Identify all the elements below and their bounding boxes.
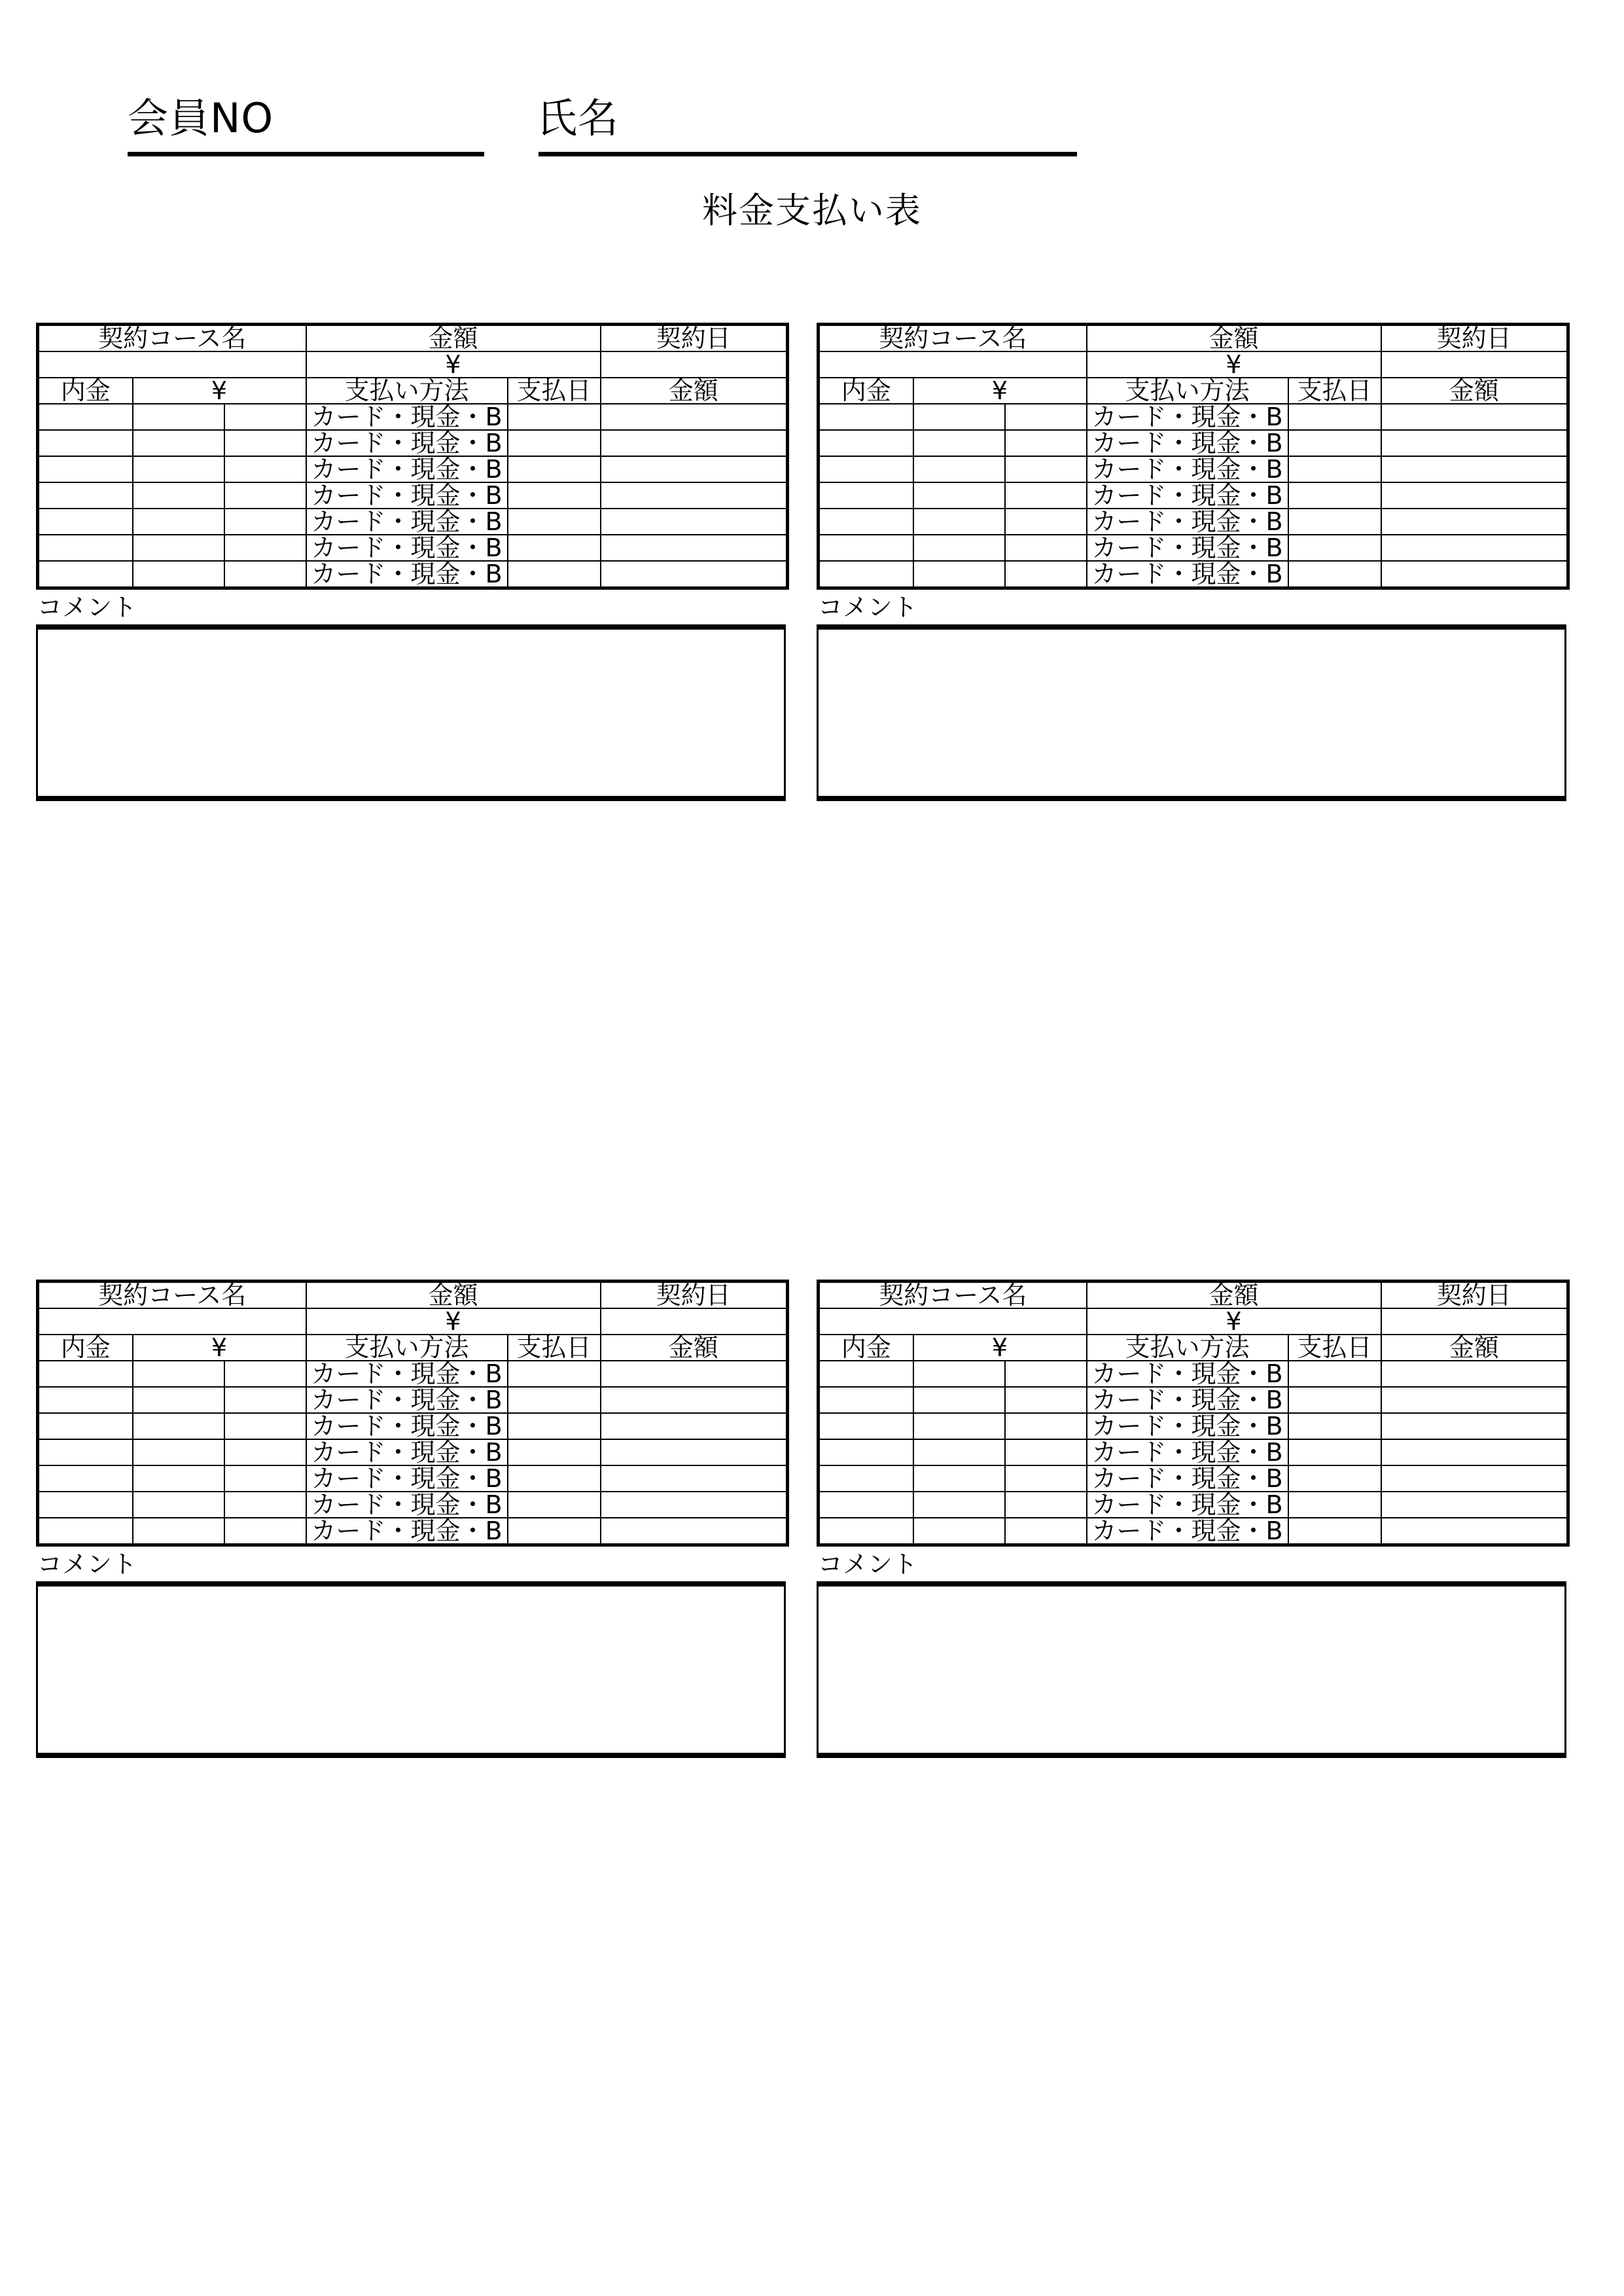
member-no-field bbox=[128, 94, 274, 142]
input-pay-col3[interactable] bbox=[224, 430, 306, 456]
payment-method-options[interactable]: カード・現金・B bbox=[306, 1387, 508, 1413]
input-course-name[interactable] bbox=[38, 1308, 306, 1335]
input-pay-col3[interactable] bbox=[224, 561, 306, 588]
input-contract-amount[interactable]: ¥ bbox=[306, 351, 601, 378]
input-pay-col3[interactable] bbox=[224, 509, 306, 535]
header-row-amount: 金額 bbox=[1381, 378, 1568, 404]
input-pay-col3[interactable] bbox=[1005, 1465, 1087, 1492]
input-pay-col2[interactable] bbox=[133, 561, 224, 588]
payment-method-options[interactable]: カード・現金・B bbox=[306, 1361, 508, 1387]
header-payment-method: 支払い方法 bbox=[306, 1335, 508, 1361]
input-payment-amount[interactable] bbox=[601, 1413, 788, 1439]
input-payment-amount[interactable] bbox=[1381, 561, 1568, 588]
input-payment-date[interactable] bbox=[1288, 509, 1381, 535]
comment-box[interactable] bbox=[36, 1581, 786, 1758]
header-payment-method: 支払い方法 bbox=[1087, 1335, 1288, 1361]
input-payment-amount[interactable] bbox=[601, 456, 788, 482]
input-pay-col3[interactable] bbox=[224, 1465, 306, 1492]
input-pay-col3[interactable] bbox=[224, 1518, 306, 1545]
input-pay-col3[interactable] bbox=[1005, 1361, 1087, 1387]
subheader-row bbox=[38, 1335, 788, 1361]
input-payment-date[interactable] bbox=[1288, 1387, 1381, 1413]
input-payment-amount[interactable] bbox=[601, 404, 788, 430]
input-pay-col3[interactable] bbox=[1005, 509, 1087, 535]
payment-block-3 bbox=[36, 1280, 786, 1758]
input-payment-amount[interactable] bbox=[601, 1439, 788, 1465]
input-pay-col1[interactable] bbox=[38, 1413, 133, 1439]
input-pay-col3[interactable] bbox=[1005, 404, 1087, 430]
table-row bbox=[38, 1413, 788, 1439]
input-payment-date[interactable] bbox=[508, 1361, 601, 1387]
header-payment-date: 支払日 bbox=[508, 378, 601, 404]
comment-box[interactable] bbox=[36, 624, 786, 801]
input-payment-date[interactable] bbox=[508, 430, 601, 456]
input-payment-date[interactable] bbox=[508, 1413, 601, 1439]
input-payment-date[interactable] bbox=[508, 1387, 601, 1413]
input-payment-date[interactable] bbox=[1288, 561, 1381, 588]
input-payment-date[interactable] bbox=[508, 1465, 601, 1492]
input-pay-col2[interactable] bbox=[913, 456, 1005, 482]
input-course-name[interactable] bbox=[38, 351, 306, 378]
input-pay-col1[interactable] bbox=[819, 509, 913, 535]
table-row bbox=[38, 456, 788, 482]
input-pay-col2[interactable] bbox=[913, 1413, 1005, 1439]
input-pay-col1[interactable] bbox=[819, 1439, 913, 1465]
input-payment-date[interactable] bbox=[1288, 1492, 1381, 1518]
input-contract-amount[interactable]: ¥ bbox=[1087, 1308, 1381, 1335]
payment-block-4 bbox=[817, 1280, 1566, 1758]
input-pay-col3[interactable] bbox=[1005, 1413, 1087, 1439]
input-payment-date[interactable] bbox=[508, 1439, 601, 1465]
input-course-name[interactable] bbox=[819, 351, 1087, 378]
payment-method-options[interactable]: カード・現金・B bbox=[1087, 1492, 1288, 1518]
header-amount: 金額 bbox=[1087, 1282, 1381, 1309]
table-row bbox=[38, 535, 788, 561]
input-payment-date[interactable] bbox=[1288, 430, 1381, 456]
table-row bbox=[819, 430, 1568, 456]
input-pay-col1[interactable] bbox=[819, 561, 913, 588]
payment-method-options[interactable]: カード・現金・B bbox=[1087, 1518, 1288, 1545]
table-row bbox=[38, 430, 788, 456]
payment-method-options[interactable]: カード・現金・B bbox=[306, 1439, 508, 1465]
input-pay-col3[interactable] bbox=[224, 456, 306, 482]
input-pay-col2[interactable] bbox=[133, 430, 224, 456]
input-pay-col1[interactable] bbox=[819, 482, 913, 509]
input-payment-amount[interactable] bbox=[1381, 1518, 1568, 1545]
table-header-row bbox=[819, 325, 1568, 352]
input-pay-col3[interactable] bbox=[224, 1413, 306, 1439]
name-label: 氏名 bbox=[537, 94, 620, 142]
input-pay-col3[interactable] bbox=[1005, 561, 1087, 588]
table-row bbox=[819, 1465, 1568, 1492]
comment-label: コメント bbox=[37, 593, 137, 622]
input-pay-col2[interactable] bbox=[133, 1413, 224, 1439]
table-row bbox=[38, 561, 788, 588]
input-payment-date[interactable] bbox=[1288, 1518, 1381, 1545]
subheader-row bbox=[819, 1335, 1568, 1361]
payment-method-options[interactable]: カード・現金・B bbox=[1087, 1439, 1288, 1465]
input-payment-amount[interactable] bbox=[601, 1492, 788, 1518]
input-pay-col3[interactable] bbox=[224, 404, 306, 430]
input-payment-date[interactable] bbox=[1288, 1361, 1381, 1387]
input-pay-col2[interactable] bbox=[133, 1492, 224, 1518]
input-contract-amount[interactable]: ¥ bbox=[306, 1308, 601, 1335]
input-payment-amount[interactable] bbox=[1381, 1465, 1568, 1492]
input-payment-date[interactable] bbox=[1288, 1439, 1381, 1465]
input-pay-col2[interactable] bbox=[913, 1387, 1005, 1413]
table-row bbox=[819, 1518, 1568, 1545]
payment-method-options[interactable]: カード・現金・B bbox=[306, 404, 508, 430]
input-payment-amount[interactable] bbox=[601, 1387, 788, 1413]
table-row bbox=[819, 1361, 1568, 1387]
input-payment-date[interactable] bbox=[508, 535, 601, 561]
input-contract-date[interactable] bbox=[1381, 351, 1568, 378]
input-pay-col3[interactable] bbox=[1005, 482, 1087, 509]
payment-method-options[interactable]: カード・現金・B bbox=[306, 1518, 508, 1545]
input-payment-amount[interactable] bbox=[1381, 1439, 1568, 1465]
header-row-amount: 金額 bbox=[601, 378, 788, 404]
input-pay-col1[interactable] bbox=[38, 1387, 133, 1413]
header-payment-method: 支払い方法 bbox=[306, 378, 508, 404]
input-pay-col3[interactable] bbox=[224, 1361, 306, 1387]
table-row bbox=[819, 535, 1568, 561]
input-pay-col1[interactable] bbox=[38, 509, 133, 535]
payment-table bbox=[817, 1280, 1570, 1547]
input-pay-col3[interactable] bbox=[224, 1387, 306, 1413]
input-payment-amount[interactable] bbox=[1381, 1361, 1568, 1387]
input-pay-col2[interactable] bbox=[913, 404, 1005, 430]
header-payment-date: 支払日 bbox=[1288, 1335, 1381, 1361]
input-pay-col1[interactable] bbox=[819, 404, 913, 430]
input-pay-col1[interactable] bbox=[819, 1465, 913, 1492]
payment-method-options[interactable]: カード・現金・B bbox=[306, 456, 508, 482]
header-payment-date: 支払日 bbox=[508, 1335, 601, 1361]
input-payment-amount[interactable] bbox=[1381, 404, 1568, 430]
input-pay-col2[interactable] bbox=[133, 456, 224, 482]
input-payment-date[interactable] bbox=[508, 456, 601, 482]
input-pay-col2[interactable] bbox=[133, 482, 224, 509]
input-payment-date[interactable] bbox=[508, 1492, 601, 1518]
comment-label: コメント bbox=[818, 593, 918, 622]
payment-method-options[interactable]: カード・現金・B bbox=[1087, 1387, 1288, 1413]
input-payment-amount[interactable] bbox=[1381, 1387, 1568, 1413]
input-payment-date[interactable] bbox=[508, 404, 601, 430]
payment-method-options[interactable]: カード・現金・B bbox=[1087, 1465, 1288, 1492]
input-payment-amount[interactable] bbox=[1381, 1413, 1568, 1439]
payment-method-options[interactable]: カード・現金・B bbox=[306, 430, 508, 456]
input-pay-col1[interactable] bbox=[38, 561, 133, 588]
input-payment-amount[interactable] bbox=[1381, 535, 1568, 561]
table-row bbox=[819, 456, 1568, 482]
payment-block-2 bbox=[817, 323, 1566, 801]
contract-entry-row bbox=[38, 351, 788, 378]
input-pay-col1[interactable] bbox=[38, 1361, 133, 1387]
input-payment-amount[interactable] bbox=[601, 509, 788, 535]
header-deposit: 内金 bbox=[819, 1335, 913, 1361]
input-pay-col1[interactable] bbox=[38, 1518, 133, 1545]
input-pay-col1[interactable] bbox=[38, 456, 133, 482]
input-payment-date[interactable] bbox=[1288, 1465, 1381, 1492]
input-payment-amount[interactable] bbox=[601, 1465, 788, 1492]
input-pay-col2[interactable] bbox=[913, 535, 1005, 561]
payment-method-options[interactable]: カード・現金・B bbox=[306, 561, 508, 588]
payment-method-options[interactable]: カード・現金・B bbox=[1087, 535, 1288, 561]
input-payment-date[interactable] bbox=[1288, 482, 1381, 509]
table-row bbox=[38, 509, 788, 535]
input-pay-col3[interactable] bbox=[1005, 1492, 1087, 1518]
input-pay-col3[interactable] bbox=[224, 1439, 306, 1465]
input-payment-amount[interactable] bbox=[601, 1361, 788, 1387]
payment-table bbox=[817, 323, 1570, 590]
input-pay-col1[interactable] bbox=[819, 1492, 913, 1518]
input-pay-col2[interactable] bbox=[913, 509, 1005, 535]
header-row-amount: 金額 bbox=[1381, 1335, 1568, 1361]
payment-method-options[interactable]: カード・現金・B bbox=[306, 1465, 508, 1492]
table-row bbox=[38, 1439, 788, 1465]
input-pay-col2[interactable] bbox=[133, 1387, 224, 1413]
input-payment-date[interactable] bbox=[1288, 1413, 1381, 1439]
input-payment-amount[interactable] bbox=[1381, 509, 1568, 535]
input-pay-col2[interactable] bbox=[913, 1518, 1005, 1545]
input-pay-col1[interactable] bbox=[819, 456, 913, 482]
payment-method-options[interactable]: カード・現金・B bbox=[306, 482, 508, 509]
input-payment-amount[interactable] bbox=[601, 561, 788, 588]
input-pay-col1[interactable] bbox=[38, 430, 133, 456]
input-pay-col2[interactable] bbox=[133, 404, 224, 430]
input-pay-col3[interactable] bbox=[1005, 535, 1087, 561]
payment-method-options[interactable]: カード・現金・B bbox=[306, 1492, 508, 1518]
input-pay-col1[interactable] bbox=[38, 1439, 133, 1465]
header-payment-method: 支払い方法 bbox=[1087, 378, 1288, 404]
table-row bbox=[819, 1387, 1568, 1413]
table-row bbox=[38, 1387, 788, 1413]
payment-method-options[interactable]: カード・現金・B bbox=[1087, 509, 1288, 535]
input-pay-col2[interactable] bbox=[913, 1439, 1005, 1465]
input-pay-col2[interactable] bbox=[913, 482, 1005, 509]
header-course-name: 契約コース名 bbox=[38, 325, 306, 352]
table-row bbox=[819, 1439, 1568, 1465]
input-pay-col2[interactable] bbox=[913, 1492, 1005, 1518]
input-payment-date[interactable] bbox=[508, 509, 601, 535]
input-pay-col1[interactable] bbox=[38, 1465, 133, 1492]
table-row bbox=[819, 561, 1568, 588]
member-no-write-rule[interactable] bbox=[128, 152, 484, 156]
input-pay-col3[interactable] bbox=[1005, 1518, 1087, 1545]
input-pay-col2[interactable] bbox=[133, 1439, 224, 1465]
input-pay-col1[interactable] bbox=[819, 430, 913, 456]
name-write-rule[interactable] bbox=[538, 152, 1077, 156]
subheader-row bbox=[819, 378, 1568, 404]
header-contract-date: 契約日 bbox=[1381, 1282, 1568, 1309]
input-payment-amount[interactable] bbox=[1381, 456, 1568, 482]
page-header bbox=[0, 0, 1624, 281]
input-deposit-amount[interactable]: ¥ bbox=[133, 1335, 306, 1361]
input-pay-col2[interactable] bbox=[133, 509, 224, 535]
input-pay-col2[interactable] bbox=[913, 1361, 1005, 1387]
payment-method-options[interactable]: カード・現金・B bbox=[1087, 1413, 1288, 1439]
input-deposit-amount[interactable]: ¥ bbox=[913, 378, 1087, 404]
input-pay-col1[interactable] bbox=[819, 1387, 913, 1413]
input-pay-col3[interactable] bbox=[224, 1492, 306, 1518]
header-contract-date: 契約日 bbox=[601, 1282, 788, 1309]
input-pay-col2[interactable] bbox=[133, 1518, 224, 1545]
header-deposit: 内金 bbox=[38, 378, 133, 404]
table-row bbox=[38, 482, 788, 509]
header-payment-date: 支払日 bbox=[1288, 378, 1381, 404]
table-row bbox=[38, 1465, 788, 1492]
header-deposit: 内金 bbox=[38, 1335, 133, 1361]
input-pay-col1[interactable] bbox=[38, 404, 133, 430]
subheader-row bbox=[38, 378, 788, 404]
payment-method-options[interactable]: カード・現金・B bbox=[1087, 1361, 1288, 1387]
contract-entry-row bbox=[819, 351, 1568, 378]
input-pay-col1[interactable] bbox=[819, 1413, 913, 1439]
header-course-name: 契約コース名 bbox=[819, 1282, 1087, 1309]
input-contract-date[interactable] bbox=[1381, 1308, 1568, 1335]
table-row bbox=[819, 482, 1568, 509]
comment-label: コメント bbox=[818, 1550, 918, 1579]
input-pay-col3[interactable] bbox=[1005, 430, 1087, 456]
payment-method-options[interactable]: カード・現金・B bbox=[306, 509, 508, 535]
input-pay-col3[interactable] bbox=[224, 482, 306, 509]
header-course-name: 契約コース名 bbox=[38, 1282, 306, 1309]
contract-entry-row bbox=[38, 1308, 788, 1335]
header-course-name: 契約コース名 bbox=[819, 325, 1087, 352]
payment-method-options[interactable]: カード・現金・B bbox=[1087, 456, 1288, 482]
input-payment-date[interactable] bbox=[508, 1518, 601, 1545]
input-contract-date[interactable] bbox=[601, 1308, 788, 1335]
input-payment-date[interactable] bbox=[1288, 535, 1381, 561]
input-payment-amount[interactable] bbox=[601, 430, 788, 456]
input-pay-col1[interactable] bbox=[819, 1518, 913, 1545]
header-amount: 金額 bbox=[306, 325, 601, 352]
payment-block-1 bbox=[36, 323, 786, 801]
table-row bbox=[38, 1518, 788, 1545]
table-row bbox=[38, 1492, 788, 1518]
input-pay-col3[interactable] bbox=[1005, 1387, 1087, 1413]
contract-entry-row bbox=[819, 1308, 1568, 1335]
comment-box[interactable] bbox=[817, 1581, 1566, 1758]
input-payment-date[interactable] bbox=[1288, 404, 1381, 430]
payment-table bbox=[36, 323, 789, 590]
table-row bbox=[819, 404, 1568, 430]
input-pay-col2[interactable] bbox=[913, 430, 1005, 456]
table-row bbox=[819, 509, 1568, 535]
input-pay-col1[interactable] bbox=[38, 535, 133, 561]
input-deposit-amount[interactable]: ¥ bbox=[133, 378, 306, 404]
header-deposit: 内金 bbox=[819, 378, 913, 404]
payment-method-options[interactable]: カード・現金・B bbox=[1087, 430, 1288, 456]
header-row-amount: 金額 bbox=[601, 1335, 788, 1361]
input-deposit-amount[interactable]: ¥ bbox=[913, 1335, 1087, 1361]
input-payment-amount[interactable] bbox=[1381, 430, 1568, 456]
header-contract-date: 契約日 bbox=[601, 325, 788, 352]
input-pay-col1[interactable] bbox=[819, 535, 913, 561]
input-course-name[interactable] bbox=[819, 1308, 1087, 1335]
table-header-row bbox=[819, 1282, 1568, 1309]
table-row bbox=[38, 404, 788, 430]
payment-method-options[interactable]: カード・現金・B bbox=[306, 535, 508, 561]
payment-table bbox=[36, 1280, 789, 1547]
header-contract-date: 契約日 bbox=[1381, 325, 1568, 352]
input-pay-col3[interactable] bbox=[1005, 456, 1087, 482]
input-payment-amount[interactable] bbox=[1381, 1492, 1568, 1518]
input-payment-date[interactable] bbox=[508, 561, 601, 588]
header-amount: 金額 bbox=[1087, 325, 1381, 352]
input-payment-amount[interactable] bbox=[1381, 482, 1568, 509]
input-pay-col2[interactable] bbox=[133, 1361, 224, 1387]
input-contract-date[interactable] bbox=[601, 351, 788, 378]
payment-method-options[interactable]: カード・現金・B bbox=[1087, 561, 1288, 588]
payment-method-options[interactable]: カード・現金・B bbox=[306, 1413, 508, 1439]
name-field bbox=[537, 94, 620, 142]
input-pay-col2[interactable] bbox=[133, 1465, 224, 1492]
input-pay-col2[interactable] bbox=[913, 1465, 1005, 1492]
input-pay-col3[interactable] bbox=[224, 535, 306, 561]
table-row bbox=[819, 1492, 1568, 1518]
table-row bbox=[819, 1413, 1568, 1439]
payment-method-options[interactable]: カード・現金・B bbox=[1087, 404, 1288, 430]
input-payment-date[interactable] bbox=[1288, 456, 1381, 482]
input-payment-date[interactable] bbox=[508, 482, 601, 509]
header-amount: 金額 bbox=[306, 1282, 601, 1309]
input-pay-col3[interactable] bbox=[1005, 1439, 1087, 1465]
input-contract-amount[interactable]: ¥ bbox=[1087, 351, 1381, 378]
table-header-row bbox=[38, 325, 788, 352]
input-pay-col2[interactable] bbox=[913, 561, 1005, 588]
input-pay-col1[interactable] bbox=[819, 1361, 913, 1387]
comment-label: コメント bbox=[37, 1550, 137, 1579]
comment-box[interactable] bbox=[817, 624, 1566, 801]
table-row bbox=[38, 1361, 788, 1387]
table-header-row bbox=[38, 1282, 788, 1309]
input-payment-amount[interactable] bbox=[601, 482, 788, 509]
input-pay-col2[interactable] bbox=[133, 535, 224, 561]
input-pay-col1[interactable] bbox=[38, 1492, 133, 1518]
input-payment-amount[interactable] bbox=[601, 535, 788, 561]
page-title: 料金支払い表 bbox=[702, 190, 922, 231]
payment-method-options[interactable]: カード・現金・B bbox=[1087, 482, 1288, 509]
input-payment-amount[interactable] bbox=[601, 1518, 788, 1545]
input-pay-col1[interactable] bbox=[38, 482, 133, 509]
member-no-label: 会員NO bbox=[128, 94, 274, 142]
